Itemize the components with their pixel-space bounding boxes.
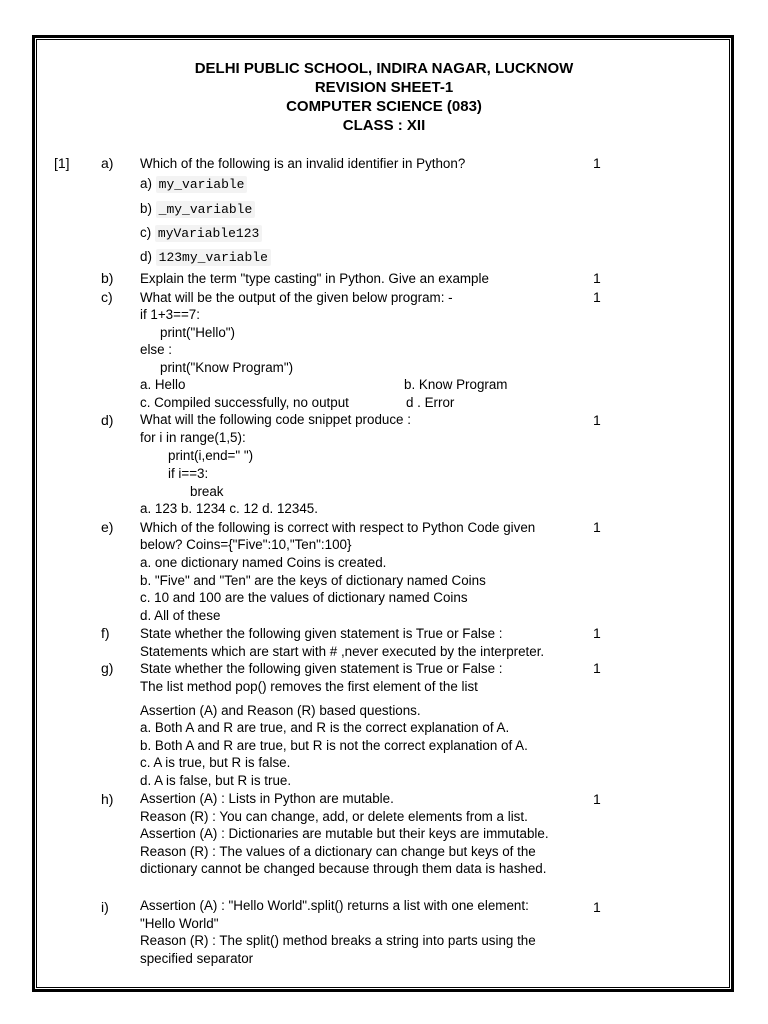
question-b-text: Explain the term "type casting" in Python. Give an example <box>140 271 489 286</box>
question-g-marks: 1 <box>593 660 601 676</box>
code-line: if 1+3==7: <box>140 307 200 322</box>
question-c-label: c) <box>101 289 113 305</box>
question-d-text: What will the following code snippet produce : <box>140 412 411 427</box>
option-a: a. one dictionary named Coins is created. <box>140 555 387 570</box>
question-a-text: Which of the following is an invalid identifier in Python? <box>140 156 466 171</box>
question-f-marks: 1 <box>593 625 601 641</box>
code-line: print("Know Program") <box>160 360 294 375</box>
ar-option-b: b. Both A and R are true, but R is not the correct explanation of A. <box>140 738 528 753</box>
question-c-marks: 1 <box>593 289 601 305</box>
option-b: b. Know Program <box>404 377 508 392</box>
option-b: b. "Five" and "Ten" are the keys of dictionary named Coins <box>140 573 486 588</box>
question-i-label: i) <box>101 899 109 915</box>
question-number: [1] <box>54 155 70 171</box>
code-line: if i==3: <box>168 466 209 481</box>
question-a-marks: 1 <box>593 155 601 171</box>
question-h-line: dictionary cannot be changed because through them data is hashed. <box>140 861 547 876</box>
sheet-title: REVISION SHEET-1 <box>314 79 454 96</box>
question-g-label: g) <box>101 660 114 676</box>
question-i-line: Assertion (A) : "Hello World".split() returns a list with one element: <box>140 898 529 913</box>
option-c: c. Compiled successfully, no output <box>140 395 349 410</box>
question-f-label: f) <box>101 625 110 641</box>
question-h-marks: 1 <box>593 791 601 807</box>
option-d: d) 123my_variable <box>140 248 271 267</box>
option-c: c. 10 and 100 are the values of dictionary named Coins <box>140 590 468 605</box>
ar-option-c: c. A is true, but R is false. <box>140 755 291 770</box>
question-i-line: "Hello World" <box>140 916 219 931</box>
question-h-label: h) <box>101 791 114 807</box>
question-i-marks: 1 <box>593 899 601 915</box>
question-h-line: Reason (R) : The values of a dictionary can change but keys of the <box>140 844 536 859</box>
question-g-text-2: The list method pop() removes the first element of the list <box>140 679 478 694</box>
code-line: print("Hello") <box>160 325 235 340</box>
ar-option-a: a. Both A and R are true, and R is the correct explanation of A. <box>140 720 510 735</box>
code-line: else : <box>140 342 173 357</box>
question-f-text-2: Statements which are start with # ,never executed by the interpreter. <box>140 644 545 659</box>
option-d: d . Error <box>406 395 455 410</box>
question-d-marks: 1 <box>593 412 601 428</box>
question-e-text: Which of the following is correct with respect to Python Code given <box>140 520 536 535</box>
question-b-marks: 1 <box>593 270 601 286</box>
class-title: CLASS : XII <box>342 117 426 134</box>
question-g-text: State whether the following given statement is True or False : <box>140 661 503 676</box>
question-i-line: specified separator <box>140 951 254 966</box>
option-d: d. All of these <box>140 608 221 623</box>
code-line: print(i,end=" ") <box>168 448 254 463</box>
school-name: DELHI PUBLIC SCHOOL, INDIRA NAGAR, LUCKNOW <box>194 60 574 77</box>
option-b: b) _my_variable <box>140 200 255 219</box>
option-a: a) my_variable <box>140 175 247 194</box>
question-d-options: a. 123 b. 1234 c. 12 d. 12345. <box>140 501 318 516</box>
question-c-text: What will be the output of the given below program: - <box>140 290 453 305</box>
question-h-line: Reason (R) : You can change, add, or delete elements from a list. <box>140 809 528 824</box>
question-b-label: b) <box>101 270 114 286</box>
question-d-label: d) <box>101 412 114 428</box>
subject-title: COMPUTER SCIENCE (083) <box>286 98 482 115</box>
code-line: for i in range(1,5): <box>140 430 246 445</box>
question-h-line: Assertion (A) : Lists in Python are mutable. <box>140 791 394 806</box>
question-e-text-2: below? Coins={"Five":10,"Ten":100} <box>140 537 352 552</box>
ar-option-d: d. A is false, but R is true. <box>140 773 292 788</box>
question-i-line: Reason (R) : The split() method breaks a string into parts using the <box>140 933 536 948</box>
question-e-marks: 1 <box>593 519 601 535</box>
code-line: break <box>190 484 224 499</box>
question-h-line: Assertion (A) : Dictionaries are mutable but their keys are immutable. <box>140 826 549 841</box>
question-f-text: State whether the following given statement is True or False : <box>140 626 503 641</box>
question-e-label: e) <box>101 519 114 535</box>
assertion-reason-intro: Assertion (A) and Reason (R) based questions. <box>140 703 421 718</box>
option-a: a. Hello <box>140 377 186 392</box>
question-a-label: a) <box>101 155 114 171</box>
option-c: c) myVariable123 <box>140 224 262 243</box>
